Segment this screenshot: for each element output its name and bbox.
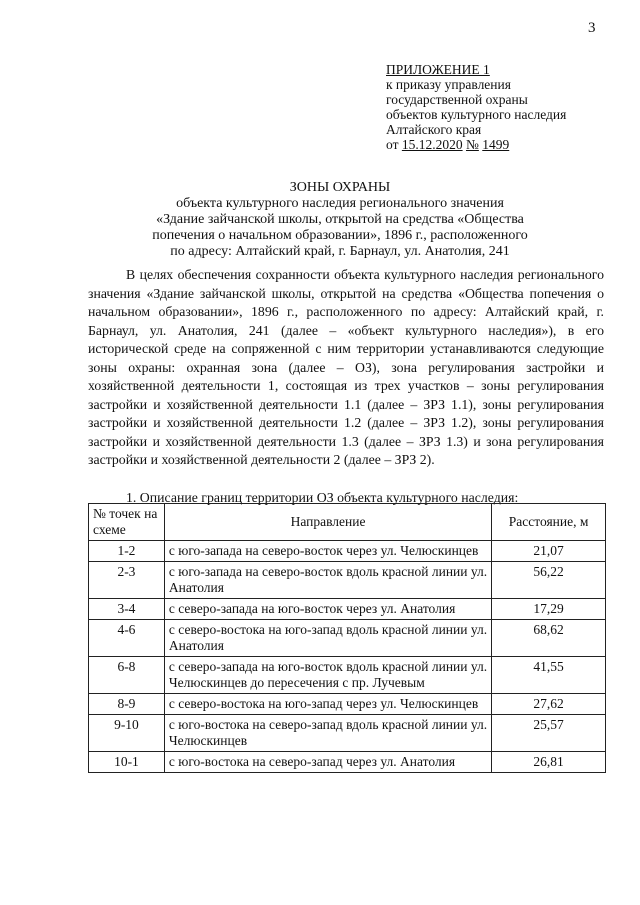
- table-row: [89, 752, 606, 773]
- order-prefix: от: [386, 137, 399, 152]
- table-row: [89, 599, 606, 620]
- table-row: [89, 562, 606, 599]
- cell-points: 4-6: [89, 620, 165, 657]
- table-caption: 1. Описание границ территории ОЗ объекта культурного наследия:: [126, 490, 519, 505]
- heading-title: ЗОНЫ ОХРАНЫ: [289, 180, 391, 195]
- intro-paragraph-block: [88, 266, 604, 470]
- appendix-line: государственной охраны: [386, 92, 528, 107]
- cell-direction: с северо-востока на юго-запад через ул. Челюскинцев: [164, 694, 491, 715]
- cell-direction: с юго-востока на северо-запад вдоль красной линии ул. Челюскинцев: [164, 715, 491, 752]
- table-row: [89, 620, 606, 657]
- cell-direction: с северо-запада на юго-восток через ул. Анатолия: [164, 599, 491, 620]
- document-heading: [0, 180, 640, 260]
- cell-distance: 17,29: [492, 599, 606, 620]
- table-row: [89, 657, 606, 694]
- appendix-title: ПРИЛОЖЕНИЕ 1: [386, 62, 490, 77]
- order-number: 1499: [482, 137, 510, 152]
- cell-distance: 68,62: [492, 620, 606, 657]
- cell-direction: с северо-востока на юго-запад вдоль красной линии ул. Анатолия: [164, 620, 491, 657]
- appendix-line: объектов культурного наследия: [386, 107, 567, 122]
- cell-distance: 56,22: [492, 562, 606, 599]
- heading-line: объекта культурного наследия регионального значения: [176, 196, 504, 211]
- intro-paragraph: В целях обеспечения сохранности объекта культурного наследия регионального значения «Здание зайчанской школы, открытой на средства «Общества попечения о начальном образовании», 1896 г., расположенного по адресу: Алтайский край, г. Барнаул, ул. Анатолия, 241 (далее – «объект культурного наследия»), в его исторической среде на сопряженной с ним территории устанавливаются следующие зоны охраны: охранная зона (далее – ОЗ), зона регулирования застройки и хозяйственной деятельности 1, состоящая из трех участков – зоны регулирования застройки и хозяйственной деятельности 1.1 (далее – ЗРЗ 1.1), зоны регулирования застройки и хозяйственной деятельности 1.2 (далее – ЗРЗ 1.2), зоны регулирования застройки и хозяйственной деятельности 1.3 (далее – ЗРЗ 1.3) и зона регулирования застройки и хозяйственной деятельности 2 (далее – ЗРЗ 2).: [88, 267, 604, 467]
- cell-points: 2-3: [89, 562, 165, 599]
- cell-distance: 21,07: [492, 541, 606, 562]
- appendix-block: [386, 62, 566, 152]
- table-header-row: [89, 504, 606, 541]
- cell-distance: 25,57: [492, 715, 606, 752]
- cell-points: 3-4: [89, 599, 165, 620]
- cell-points: 1-2: [89, 541, 165, 562]
- cell-distance: 41,55: [492, 657, 606, 694]
- appendix-line: к приказу управления: [386, 77, 511, 92]
- header-direction: Направление: [164, 504, 491, 541]
- table-row: [89, 541, 606, 562]
- boundaries-table: [88, 503, 606, 773]
- page-number: 3: [588, 20, 596, 36]
- cell-direction: с северо-запада на юго-восток вдоль красной линии ул. Челюскинцев до пересечения с пр. Лучевым: [164, 657, 491, 694]
- cell-direction: с юго-востока на северо-запад через ул. Анатолия: [164, 752, 491, 773]
- header-points: № точек на схеме: [89, 504, 165, 541]
- order-number-label: №: [465, 137, 479, 152]
- appendix-line: Алтайского края: [386, 122, 482, 137]
- cell-points: 6-8: [89, 657, 165, 694]
- table-row: [89, 715, 606, 752]
- heading-line: по адресу: Алтайский край, г. Барнаул, ул. Анатолия, 241: [170, 244, 510, 259]
- header-distance: Расстояние, м: [492, 504, 606, 541]
- order-reference: [386, 137, 566, 152]
- order-date: 15.12.2020: [401, 137, 463, 152]
- cell-points: 8-9: [89, 694, 165, 715]
- heading-line: попечения о начальном образовании», 1896 г., расположенного: [152, 228, 528, 243]
- cell-direction: с юго-запада на северо-восток через ул. Челюскинцев: [164, 541, 491, 562]
- heading-line: «Здание зайчанской школы, открытой на средства «Общества: [156, 212, 524, 227]
- cell-distance: 26,81: [492, 752, 606, 773]
- cell-direction: с юго-запада на северо-восток вдоль красной линии ул. Анатолия: [164, 562, 491, 599]
- table-row: [89, 694, 606, 715]
- cell-points: 9-10: [89, 715, 165, 752]
- cell-points: 10-1: [89, 752, 165, 773]
- cell-distance: 27,62: [492, 694, 606, 715]
